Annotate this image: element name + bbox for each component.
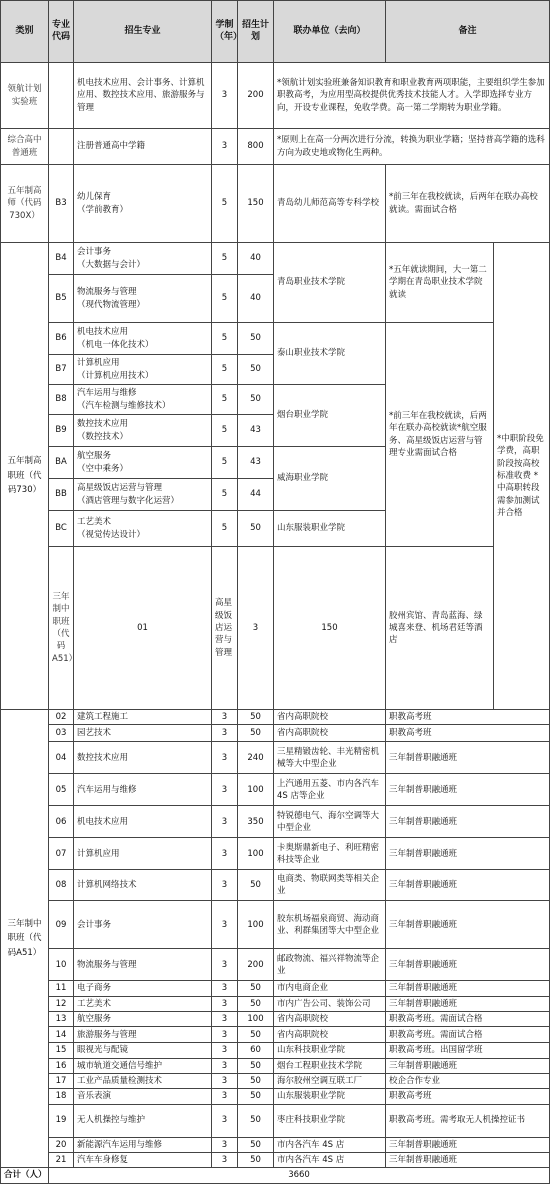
years-cell: 5 bbox=[212, 479, 238, 511]
partner-cell: 三星精锻齿轮、丰光精密机械等大中型企业 bbox=[274, 742, 386, 774]
years-cell: 5 bbox=[212, 415, 238, 447]
major-cell: 建筑工程施工 bbox=[74, 710, 212, 725]
total-row bbox=[1, 1168, 550, 1183]
code-cell: BB bbox=[49, 479, 74, 511]
major-cell: 无人机操控与维护 bbox=[74, 1104, 212, 1137]
partner-cell: 青岛职业技术学院 bbox=[274, 243, 386, 323]
plan-cell: 43 bbox=[238, 447, 274, 479]
plan-cell: 200 bbox=[238, 949, 274, 981]
years-cell: 5 bbox=[212, 385, 238, 415]
major-cell bbox=[74, 479, 212, 511]
major-sub: （大数据与会计） bbox=[77, 259, 146, 270]
major-name: 幼儿保育 bbox=[77, 192, 112, 203]
years-cell: 5 bbox=[212, 323, 238, 355]
header-plan: 招生计划 bbox=[238, 1, 274, 63]
partner-cell: 上汽通用五菱、市内各汽车 4S 店等企业 bbox=[274, 774, 386, 806]
plan-cell: 50 bbox=[238, 1152, 274, 1167]
major-cell bbox=[74, 275, 212, 323]
major-cell: 机电技术应用、会计事务、计算机应用、数控技术应用、旅游服务与管理 bbox=[74, 63, 212, 129]
category-cell: 三年制中职班（代码A51） bbox=[49, 547, 74, 710]
years-cell: 3 bbox=[212, 1027, 238, 1043]
code-cell: 02 bbox=[49, 710, 74, 725]
years-cell: 5 bbox=[212, 355, 238, 385]
years-cell: 3 bbox=[212, 981, 238, 996]
plan-cell: 100 bbox=[238, 1012, 274, 1027]
plan-cell: 50 bbox=[238, 1058, 274, 1073]
remark-cell: 三年制普职融通班 bbox=[386, 981, 550, 996]
table-row bbox=[1, 165, 550, 243]
years-cell: 3 bbox=[212, 996, 238, 1011]
table-row bbox=[1, 1089, 550, 1104]
code-cell: B5 bbox=[49, 275, 74, 323]
remark-cell: *五年就读期间，大一第二学期在青岛职业技术学院就读 bbox=[386, 243, 494, 323]
table-row bbox=[1, 1152, 550, 1167]
remark-cell: 三年制普职融通班 bbox=[386, 1152, 550, 1167]
major-sub: （汽车检测与维修技术） bbox=[77, 400, 171, 411]
major-sub: （机电一体化技术） bbox=[77, 339, 154, 350]
major-cell: 计算机网络技术 bbox=[74, 870, 212, 901]
years-cell: 3 bbox=[212, 742, 238, 774]
partner-cell: 省内高职院校 bbox=[274, 1027, 386, 1043]
header-remark: 备注 bbox=[386, 1, 550, 63]
years-cell: 3 bbox=[212, 1089, 238, 1104]
remark-cell: 三年制普职融通班 bbox=[386, 949, 550, 981]
total-label: 合计（人） bbox=[1, 1168, 49, 1183]
plan-cell: 50 bbox=[238, 710, 274, 725]
code-cell: 12 bbox=[49, 996, 74, 1011]
remark-cell: 三年制普职融通班 bbox=[386, 1058, 550, 1073]
code-cell: B9 bbox=[49, 415, 74, 447]
table-row bbox=[1, 1027, 550, 1043]
years-cell: 3 bbox=[212, 1152, 238, 1167]
plan-cell: 50 bbox=[238, 870, 274, 901]
years-cell: 5 bbox=[212, 447, 238, 479]
table-row bbox=[1, 129, 550, 165]
plan-cell: 50 bbox=[238, 725, 274, 742]
major-cell: 注册普通高中学籍 bbox=[74, 129, 212, 165]
plan-cell: 50 bbox=[238, 355, 274, 385]
code-cell: 01 bbox=[74, 547, 212, 710]
major-cell bbox=[74, 415, 212, 447]
years-cell: 3 bbox=[212, 1043, 238, 1058]
major-cell bbox=[74, 385, 212, 415]
remark-cell: 职教高考班。需面试合格 bbox=[386, 1027, 550, 1043]
code-cell: B8 bbox=[49, 385, 74, 415]
header-partner: 联办单位（去向） bbox=[274, 1, 386, 63]
partner-cell: 邮政物流、福兴祥物流等企业 bbox=[274, 949, 386, 981]
category-cell: 五年制高职班（代码730） bbox=[1, 243, 49, 710]
table-row bbox=[1, 243, 550, 275]
plan-cell: 60 bbox=[238, 1043, 274, 1058]
code-cell: 15 bbox=[49, 1043, 74, 1058]
partner-cell: 威海职业学院 bbox=[274, 447, 386, 511]
remark-cell: 三年制普职融通班 bbox=[386, 1137, 550, 1152]
major-name: 汽车运用与维修 bbox=[77, 388, 137, 399]
plan-cell: 800 bbox=[238, 129, 274, 165]
years-cell: 3 bbox=[212, 870, 238, 901]
table-row bbox=[1, 1104, 550, 1137]
remark-side-cell: *中职阶段免学费，高职阶段按高校标准收费 *中高职转段需参加测试并合格 bbox=[494, 243, 550, 710]
plan-cell: 43 bbox=[238, 415, 274, 447]
years-cell: 3 bbox=[212, 901, 238, 949]
remark-cell: 职教高考班。需面试合格 bbox=[386, 1012, 550, 1027]
remark-cell: *领航计划实验班兼备知识教育和职业教育两项职能，主要组织学生参加职教高考，为应用型高校提供优秀技术技能人才。入学即选择专业方向，开设专业课程，免收学费。高一第二学期转为职业学籍。 bbox=[274, 63, 550, 129]
table-row bbox=[1, 1058, 550, 1073]
plan-cell: 50 bbox=[238, 1089, 274, 1104]
partner-cell: 胶州宾馆、青岛蓝海、绿城喜来登、机场君廷等酒店 bbox=[386, 547, 494, 710]
major-cell: 新能源汽车运用与维修 bbox=[74, 1137, 212, 1152]
partner-cell: 烟台工程职业技术学院 bbox=[274, 1058, 386, 1073]
major-sub: （酒店管理与数字化运营） bbox=[77, 495, 180, 506]
remark-cell: 职教高考班 bbox=[386, 710, 550, 725]
code-cell: 07 bbox=[49, 838, 74, 870]
remark-cell: 三年制普职融通班 bbox=[386, 901, 550, 949]
years-cell: 3 bbox=[212, 710, 238, 725]
major-cell bbox=[74, 447, 212, 479]
table-row bbox=[1, 996, 550, 1011]
category-cell: 领航计划实验班 bbox=[1, 63, 49, 129]
remark-cell: 三年制普职融通班 bbox=[386, 996, 550, 1011]
table-row bbox=[1, 1043, 550, 1058]
remark-cell: 三年制普职融通班 bbox=[386, 806, 550, 838]
major-name: 会计事务 bbox=[77, 247, 112, 258]
major-cell: 航空服务 bbox=[74, 1012, 212, 1027]
remark-cell: 三年制普职融通班 bbox=[386, 838, 550, 870]
years-cell: 5 bbox=[212, 511, 238, 547]
header-category: 类别 bbox=[1, 1, 49, 63]
table-row bbox=[1, 323, 550, 355]
table-row bbox=[1, 1073, 550, 1088]
plan-cell: 50 bbox=[238, 511, 274, 547]
code-cell: B6 bbox=[49, 323, 74, 355]
table-row bbox=[1, 949, 550, 981]
category-cell: 三年制中职班（代码A51） bbox=[1, 710, 49, 1168]
table-row bbox=[1, 63, 550, 129]
years-cell: 3 bbox=[212, 949, 238, 981]
remark-cell: 职教高考班 bbox=[386, 725, 550, 742]
plan-cell: 40 bbox=[238, 243, 274, 275]
years-cell: 5 bbox=[212, 243, 238, 275]
plan-cell: 50 bbox=[238, 1027, 274, 1043]
partner-cell: 电商类、物联网类等相关企业 bbox=[274, 870, 386, 901]
major-cell: 机电技术应用 bbox=[74, 806, 212, 838]
table-row bbox=[1, 725, 550, 742]
plan-cell: 100 bbox=[238, 838, 274, 870]
plan-cell: 50 bbox=[238, 385, 274, 415]
partner-cell: 省内高职院校 bbox=[274, 1012, 386, 1027]
plan-cell: 150 bbox=[274, 547, 386, 710]
code-cell: 09 bbox=[49, 901, 74, 949]
years-cell: 3 bbox=[212, 1073, 238, 1088]
partner-cell: 市内电商企业 bbox=[274, 981, 386, 996]
remark-cell: 三年制普职融通班 bbox=[386, 870, 550, 901]
table-row bbox=[1, 838, 550, 870]
table-row bbox=[1, 870, 550, 901]
plan-cell: 44 bbox=[238, 479, 274, 511]
partner-cell: 市内广告公司、装饰公司 bbox=[274, 996, 386, 1011]
total-value: 3660 bbox=[49, 1168, 550, 1183]
code-cell: 18 bbox=[49, 1089, 74, 1104]
major-sub: （学前教育） bbox=[77, 204, 129, 215]
major-cell bbox=[74, 243, 212, 275]
category-cell: 五年制高师（代码730X） bbox=[1, 165, 49, 243]
table-row bbox=[1, 710, 550, 725]
code-cell: 21 bbox=[49, 1152, 74, 1167]
major-name: 计算机应用 bbox=[77, 358, 120, 369]
table-row bbox=[1, 774, 550, 806]
header-code: 专业代码 bbox=[49, 1, 74, 63]
code-cell: 17 bbox=[49, 1073, 74, 1088]
years-cell: 5 bbox=[212, 165, 238, 243]
table-row bbox=[1, 1137, 550, 1152]
plan-cell: 50 bbox=[238, 1073, 274, 1088]
plan-cell: 240 bbox=[238, 742, 274, 774]
partner-cell: 山东服装职业学院 bbox=[274, 511, 386, 547]
partner-cell: 市内各汽车 4S 店 bbox=[274, 1137, 386, 1152]
major-sub: （现代物流管理） bbox=[77, 299, 146, 310]
category-cell: 综合高中普通班 bbox=[1, 129, 49, 165]
major-cell: 园艺技术 bbox=[74, 725, 212, 742]
major-cell bbox=[74, 355, 212, 385]
table-row bbox=[1, 1012, 550, 1027]
major-cell: 计算机应用 bbox=[74, 838, 212, 870]
major-cell: 会计事务 bbox=[74, 901, 212, 949]
plan-cell: 50 bbox=[238, 981, 274, 996]
years-cell: 3 bbox=[238, 547, 274, 710]
major-cell: 工艺美术 bbox=[74, 996, 212, 1011]
partner-cell: 泰山职业技术学院 bbox=[274, 323, 386, 385]
major-cell: 电子商务 bbox=[74, 981, 212, 996]
remark-cell: *前三年在我校就读，后两年在联办高校就读*航空服务、高星级饭店运营与管理专业需面试合格 bbox=[386, 323, 494, 547]
major-sub: （视觉传达设计） bbox=[77, 529, 146, 540]
table-row bbox=[1, 547, 550, 710]
plan-cell: 50 bbox=[238, 323, 274, 355]
remark-cell: 校企合作专业 bbox=[386, 1073, 550, 1088]
years-cell: 3 bbox=[212, 806, 238, 838]
major-sub: （计算机应用技术） bbox=[77, 370, 154, 381]
years-cell: 3 bbox=[212, 1058, 238, 1073]
major-cell: 城市轨道交通信号维护 bbox=[74, 1058, 212, 1073]
code-cell: 04 bbox=[49, 742, 74, 774]
table-row bbox=[1, 806, 550, 838]
major-cell: 眼视光与配镜 bbox=[74, 1043, 212, 1058]
partner-cell: 山东服装职业学院 bbox=[274, 1089, 386, 1104]
partner-cell: 青岛幼儿师范高等专科学校 bbox=[274, 165, 386, 243]
partner-cell: 山东科技职业学院 bbox=[274, 1043, 386, 1058]
years-cell: 3 bbox=[212, 1012, 238, 1027]
major-name: 机电技术应用 bbox=[77, 327, 129, 338]
plan-cell: 350 bbox=[238, 806, 274, 838]
partner-cell: 市内各汽车 4S 店 bbox=[274, 1152, 386, 1167]
partner-cell: 胶东机场福泉商贸、海动商业、利群集团等大中型企业 bbox=[274, 901, 386, 949]
remark-cell: *前三年在我校就读，后两年在联办高校就读。需面试合格 bbox=[386, 165, 550, 243]
major-cell: 汽车车身修复 bbox=[74, 1152, 212, 1167]
code-cell: 16 bbox=[49, 1058, 74, 1073]
code-cell: 08 bbox=[49, 870, 74, 901]
major-cell: 高星级饭店运营与管理 bbox=[212, 547, 238, 710]
remark-cell: 职教高考班。需考取无人机操控证书 bbox=[386, 1104, 550, 1137]
code-cell: 11 bbox=[49, 981, 74, 996]
years-cell: 3 bbox=[212, 774, 238, 806]
partner-cell: 海尔胶州空调互联工厂 bbox=[274, 1073, 386, 1088]
major-sub: （数控技术） bbox=[77, 431, 129, 442]
major-cell: 工业产品质量检测技术 bbox=[74, 1073, 212, 1088]
major-cell: 汽车运用与维修 bbox=[74, 774, 212, 806]
code-cell bbox=[49, 129, 74, 165]
table-row bbox=[1, 981, 550, 996]
plan-cell: 50 bbox=[238, 1104, 274, 1137]
plan-cell: 200 bbox=[238, 63, 274, 129]
major-name: 工艺美术 bbox=[77, 517, 112, 528]
code-cell: 20 bbox=[49, 1137, 74, 1152]
years-cell: 3 bbox=[212, 1137, 238, 1152]
remark-cell: 三年制普职融通班 bbox=[386, 774, 550, 806]
header-years: 学制（年） bbox=[212, 1, 238, 63]
plan-cell: 100 bbox=[238, 774, 274, 806]
major-cell: 旅游服务与管理 bbox=[74, 1027, 212, 1043]
remark-cell: 三年制普职融通班 bbox=[386, 742, 550, 774]
partner-cell: 烟台职业学院 bbox=[274, 385, 386, 447]
years-cell: 3 bbox=[212, 1104, 238, 1137]
major-name: 物流服务与管理 bbox=[77, 287, 137, 298]
partner-cell: 卡奥斯鼎新电子、利旺精密科技等企业 bbox=[274, 838, 386, 870]
code-cell: BC bbox=[49, 511, 74, 547]
major-name: 高星级饭店运营与管理 bbox=[77, 483, 163, 494]
major-cell: 物流服务与管理 bbox=[74, 949, 212, 981]
remark-cell: 职教高考班 bbox=[386, 1089, 550, 1104]
major-name: 航空服务 bbox=[77, 451, 112, 462]
code-cell: 06 bbox=[49, 806, 74, 838]
code-cell bbox=[49, 63, 74, 129]
years-cell: 3 bbox=[212, 129, 238, 165]
partner-cell: 枣庄科技职业学院 bbox=[274, 1104, 386, 1137]
major-cell bbox=[74, 511, 212, 547]
partner-cell: 特锐德电气、海尔空调等大中型企业 bbox=[274, 806, 386, 838]
table-row bbox=[1, 742, 550, 774]
years-cell: 3 bbox=[212, 63, 238, 129]
plan-cell: 50 bbox=[238, 1137, 274, 1152]
header-major: 招生专业 bbox=[74, 1, 212, 63]
partner-cell: 省内高职院校 bbox=[274, 710, 386, 725]
code-cell: 13 bbox=[49, 1012, 74, 1027]
code-cell: B7 bbox=[49, 355, 74, 385]
plan-cell: 50 bbox=[238, 996, 274, 1011]
remark-cell: 职教高考班。出国留学班 bbox=[386, 1043, 550, 1058]
plan-cell: 40 bbox=[238, 275, 274, 323]
major-cell: 数控技术应用 bbox=[74, 742, 212, 774]
code-cell: 03 bbox=[49, 725, 74, 742]
code-cell: B4 bbox=[49, 243, 74, 275]
table-row bbox=[1, 901, 550, 949]
major-sub: （空中乘务） bbox=[77, 463, 129, 474]
code-cell: B3 bbox=[49, 165, 74, 243]
code-cell: 05 bbox=[49, 774, 74, 806]
plan-cell: 150 bbox=[238, 165, 274, 243]
code-cell: 10 bbox=[49, 949, 74, 981]
major-cell bbox=[74, 165, 212, 243]
code-cell: BA bbox=[49, 447, 74, 479]
remark-cell: *原则上在高一分两次进行分流，转换为职业学籍；坚持普高学籍的选科方向为政史地或物化生两种。 bbox=[274, 129, 550, 165]
major-cell bbox=[74, 323, 212, 355]
years-cell: 3 bbox=[212, 838, 238, 870]
code-cell: 19 bbox=[49, 1104, 74, 1137]
years-cell: 3 bbox=[212, 725, 238, 742]
code-cell: 14 bbox=[49, 1027, 74, 1043]
plan-cell: 100 bbox=[238, 901, 274, 949]
major-cell: 音乐表演 bbox=[74, 1089, 212, 1104]
major-name: 数控技术应用 bbox=[77, 419, 129, 430]
years-cell: 5 bbox=[212, 275, 238, 323]
partner-cell: 省内高职院校 bbox=[274, 725, 386, 742]
